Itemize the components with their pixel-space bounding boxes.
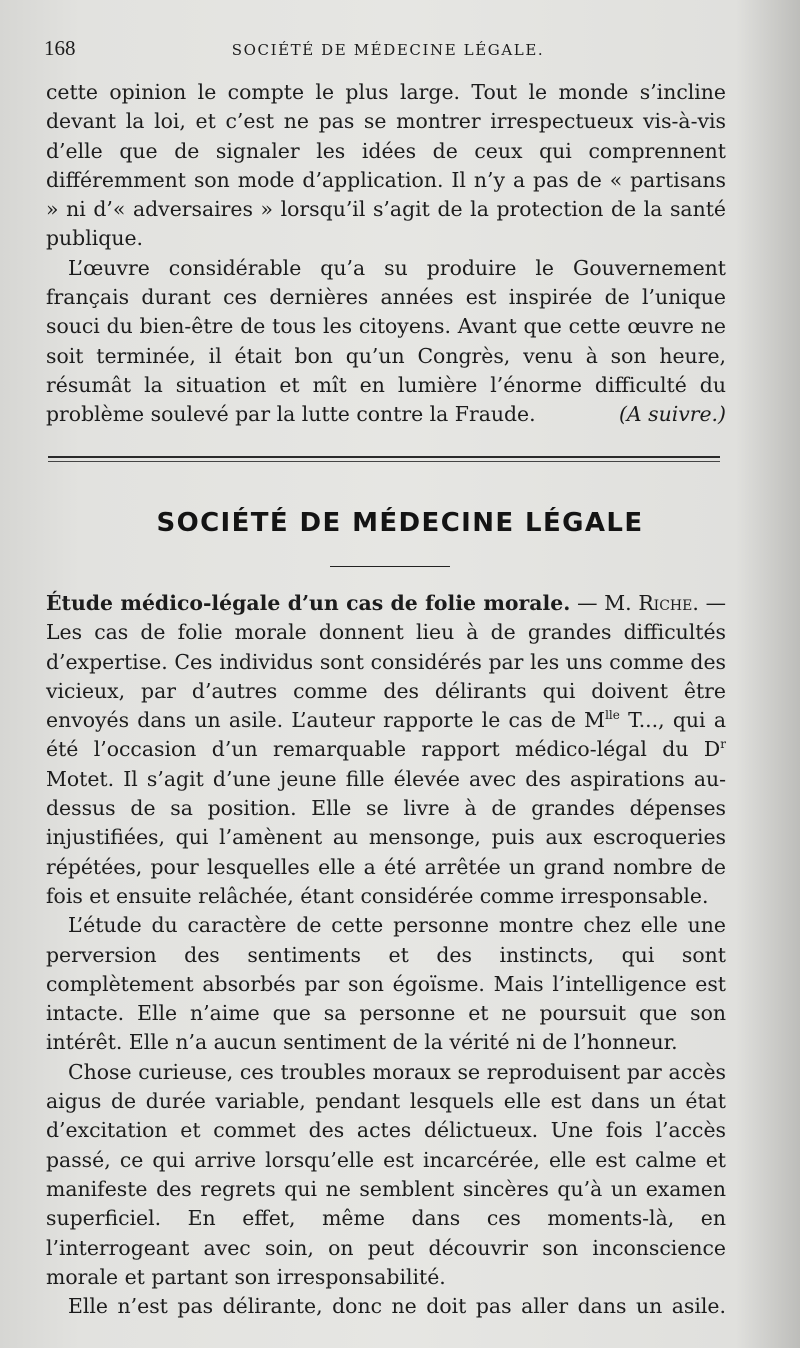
paragraph-text: L’œuvre considérable qu’a su produire le Gouvernement français durant ces dernières années est inspirée de l’unique souci du bien-être de tous les citoyens. Avant que cette œuvre ne soit terminée, il était bon qu’un Congrès, venu à son heure, résumât la situation et mît en lumière l’énorme difficulté du problème soulevé par la lutte contre la Fraude.	[46, 255, 726, 427]
paragraph-text: T..., qui a été l’occasion d’un remarquable rapport médico-légal du D	[46, 708, 726, 762]
superscript: lle	[605, 708, 620, 723]
section-title: SOCIÉTÉ DE MÉDECINE LÉGALE	[156, 508, 644, 538]
paragraph	[46, 254, 726, 430]
title-underline	[330, 566, 450, 567]
running-head-title: SOCIÉTÉ DE MÉDECINE LÉGALE.	[231, 41, 545, 59]
paragraph: cette opinion le compte le plus large. Tout le monde s’incline devant la loi, et c’est ne pas se montrer irrespectueux vis-à-vis d’elle que de signaler les idées de ceux qui comprennent différemment son mode d’application. Il n’y a pas de « partisans » ni d’« adversaires » lorsqu’il s’agit de la protection de la santé publique.	[46, 80, 726, 251]
dash: . —	[692, 591, 726, 615]
dash: — M.	[570, 591, 639, 615]
author-name: Riche	[638, 591, 693, 615]
paragraph: Chose curieuse, ces troubles moraux se reproduisent par accès aigus de durée variable, pendant lesquels elle est dans un état d’excitation et commet des actes délictueux. Une fois l’accès passé, ce qui arrive lorsqu’elle est incarcérée, elle est calme et manifeste des regrets qui ne semblent sincères qu’à un examen superficiel. En effet, même dans ces moments-là, en l’interrogeant avec soin, on peut découvrir son inconscience morale et partant son irresponsabilité.	[46, 1059, 726, 1289]
paragraph: L’étude du caractère de cette personne montre chez elle une perversion des sentiments et des instincts, qui sont complètement absorbés par son égoïsme. Mais l’intelligence est intacte. Elle n’aime que sa personne et ne poursuit que son intérêt. Elle n’a aucun sentiment de la vérité ni de l’honneur.	[46, 913, 726, 1055]
running-head	[44, 36, 732, 66]
paragraph	[46, 589, 726, 911]
page-number: 168	[44, 36, 76, 60]
article-text	[46, 589, 726, 1321]
to-be-continued-note: (A suivre.)	[618, 402, 726, 427]
superscript: r	[720, 737, 726, 752]
paragraph: Elle n’est pas délirante, donc ne doit pas aller dans un asile.	[68, 1294, 726, 1319]
entry-title: Étude médico-légale d’un cas de folie morale.	[46, 591, 571, 615]
paragraph-text: Les cas de folie morale donnent lieu à de grandes difficultés d’expertise. Ces individus sont considérés par les uns comme des vicieux, par d’autres comme des délirants qui doivent être envoyés dans un asile. L’auteur rapporte le cas de M	[46, 620, 726, 733]
double-rule-divider	[48, 456, 720, 462]
continued-text	[46, 78, 726, 430]
paragraph-text: Motet. Il s’agit d’une jeune fille élevée avec des aspirations au-dessus de sa position. Elle se livre à de grandes dépenses injustifiées, qui l’amènent au mensonge, puis aux escroqueries répétées, pour lesquelles elle a été arrêtée un grand nombre de fois et ensuite relâchée, étant considérée comme irresponsable.	[46, 766, 726, 908]
